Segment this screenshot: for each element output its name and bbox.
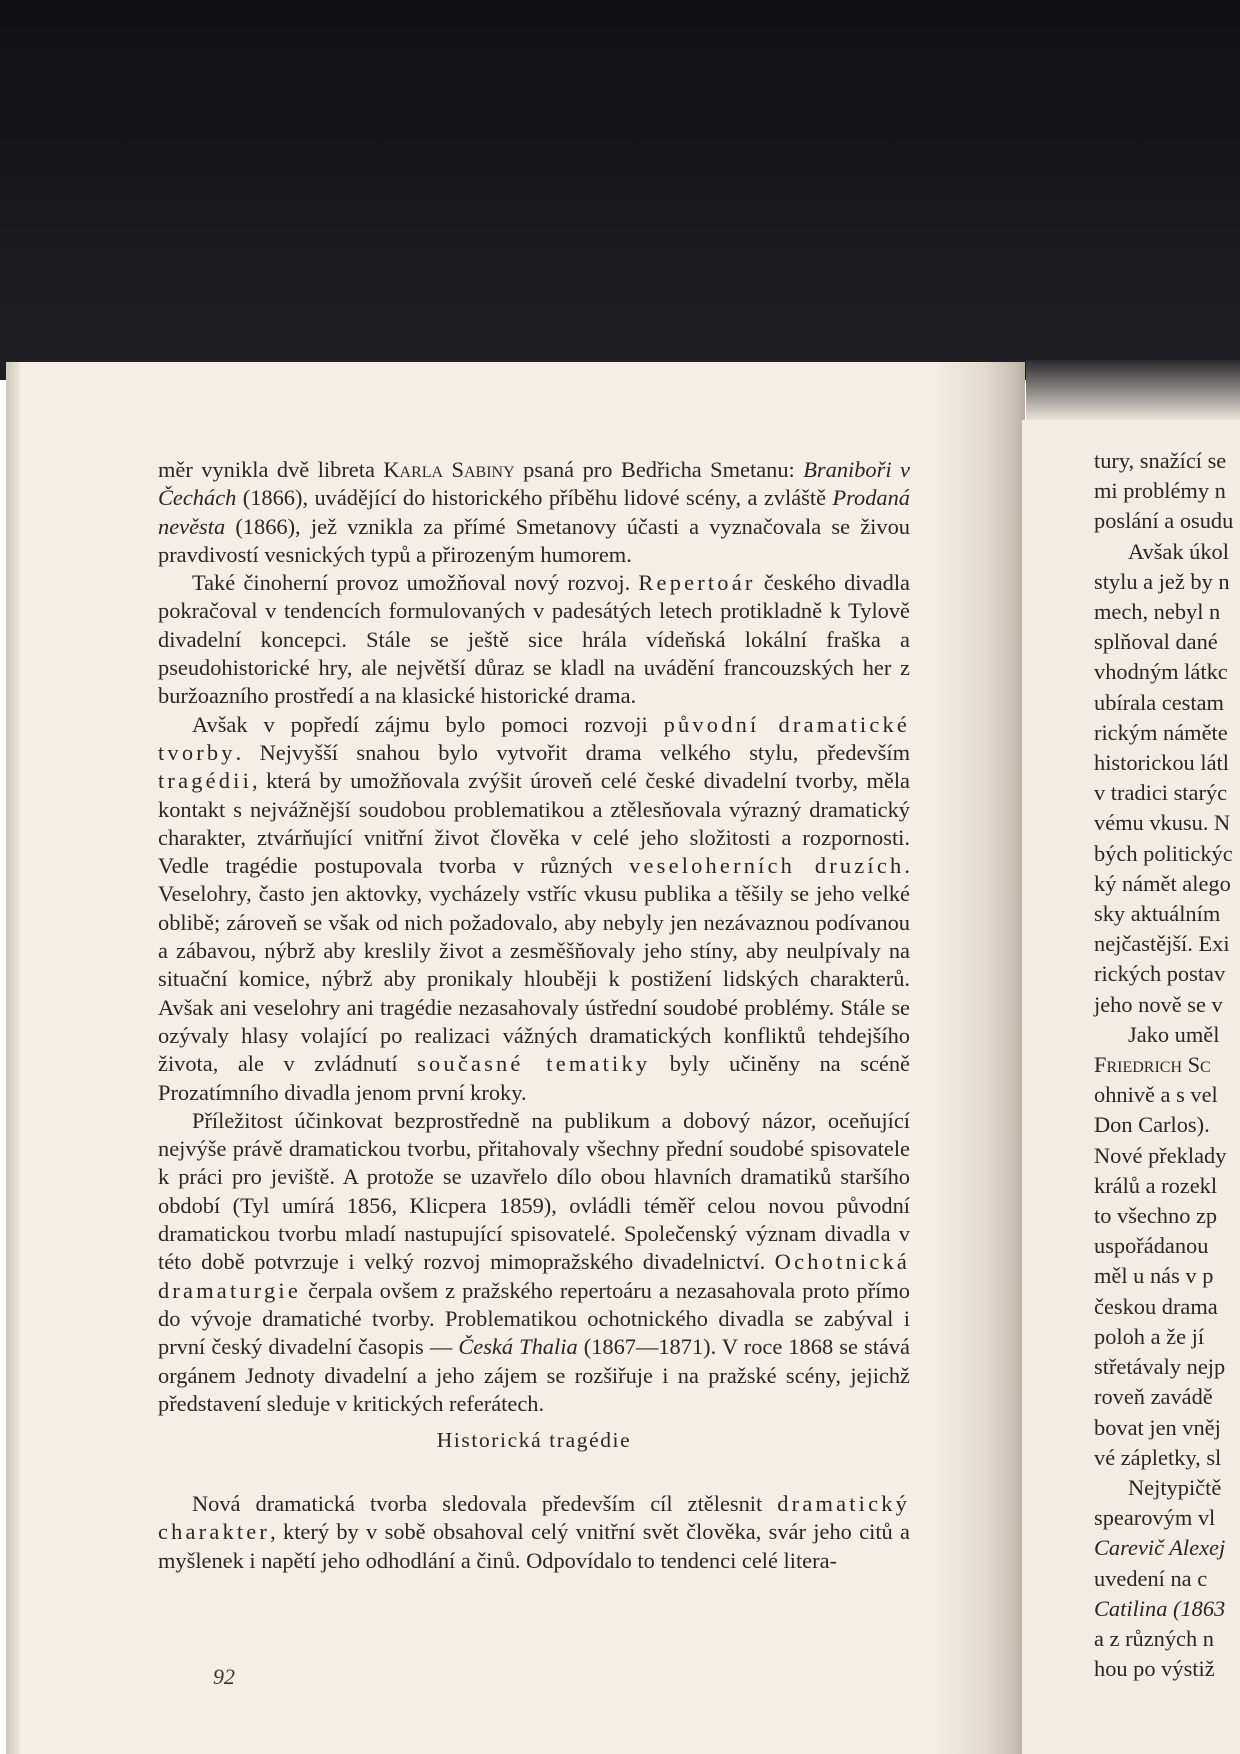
line: bovat jen vněj (1094, 1414, 1221, 1440)
page-number: 92 (213, 1664, 235, 1689)
right-page-text (1094, 446, 1233, 1684)
line: Jako uměl (1128, 1021, 1220, 1047)
line: mi problémy n (1094, 478, 1226, 504)
paragraph-3: Avšak v popředí zájmu bylo pomoci rozvoji původní dramatické tvorby. Nejvyšší snahou bylo vytvořit drama velkého stylu, především tragédii, která by umožňovala zvýšit úroveň celé české divadelní tvorby, měla kontakt s nejvážnější soudobou problematikou a ztělesňovala výrazný dramatický charakter, ztvárňující vnitřní život člověka v celé jeho složitosti a rozpornosti. Vedle tragédie postupovala tvorba v různých veseloherních druzích. Veselohry, často jen aktovky, vycházely vstříc vkusu publika a těšily se jeho velké oblibě; zároveň se však od nich požadovalo, aby nebyly jen nezávaznou podívanou a zábavou, nýbrž aby kreslily život a zesměšňovaly jeho stíny, aby neulpívaly na situační komice, nýbrž aby pronikaly hlouběji k postižení lidských charakterů. Avšak ani veselohry ani tragédie nezasahovaly ústřední soudobé problémy. Stále se ozývaly hlasy volající po realizaci vážných dramatických konfliktů tehdejšího života, ale v zvládnutí současné tematiky byly učiněny na scéně Prozatímního divadla jenom první kroky. (158, 711, 910, 1105)
journal-title: Česká Thalia (458, 1334, 578, 1360)
paragraph-4: Příležitost účinkovat bezprostředně na publikum a dobový názor, oceňující nejvýše právě dramatickou tvorbu, přitahovaly všechny přední soudobé spisovatele k práci pro jeviště. A protože se uzavřelo dílo obou hlavních dramatiků staršího období (Tyl umírá 1856, Klicpera 1859), ovládli téměř celou novou původní dramatickou tvorbu mladí nastupující spisovatelé. Společenský význam divadla v této době potvrzuje i velký rozvoj mimopražského divadelnictví. Ochotnická dramaturgie čerpala ovšem z pražského repertoáru a nezasahovala proto přímo do vývoje dramatiché tvorby. Problematikou ochotnického divadla se zabýval i první český divadelní časopis — Česká Thalia (1867—1871). V roce 1868 se stává orgánem Jednoty divadelní a jeho zájem se rozšiřuje i na pražské scény, jejichž představení sleduje v kritických referátech. (158, 1107, 910, 1416)
paragraph-5: Nová dramatická tvorba sledovala především cíl ztělesnit dramatický charakter, který by v sobě obsahoval celý vnitřní svět člověka, svár jeho citů a myšlenek i napětí jeho odhodlání a činů. Odpovídalo to tendenci celé litera- (158, 1491, 910, 1573)
work-title: Braniboři v Čechách (158, 457, 910, 511)
line: stylu a jež by n (1094, 568, 1230, 594)
line: vhodným látkc (1094, 659, 1228, 685)
line: měl u nás v p (1094, 1263, 1214, 1289)
line: ubírala cestam (1094, 689, 1224, 715)
author-name: Karla Sabiny (383, 457, 515, 482)
line: nejčastější. Exi (1094, 931, 1230, 957)
left-page-body-2 (158, 1490, 910, 1575)
line: králů a rozekl (1094, 1172, 1218, 1198)
line: poloh a že jí (1094, 1323, 1205, 1349)
line: mech, nebyl n (1094, 599, 1221, 625)
spaced-emphasis: současné tematiky (417, 1051, 651, 1077)
line: hou po výstiž (1094, 1656, 1215, 1682)
spaced-emphasis: dramatický charakter (158, 1491, 910, 1545)
line: jeho nově se v (1094, 991, 1223, 1017)
spaced-emphasis: původní dramatické tvorby (158, 711, 910, 765)
line: poslání a osudu (1094, 508, 1234, 534)
line: ký námět alego (1094, 870, 1231, 896)
spaced-emphasis: tragédii (158, 768, 252, 794)
line: Nové překlady (1094, 1142, 1227, 1168)
line: v tradici starýc (1094, 780, 1228, 806)
line: Catilina (1863 (1094, 1595, 1226, 1621)
line: Avšak úkol (1128, 538, 1229, 564)
line: ohnivě a s vel (1094, 1082, 1218, 1108)
left-page-body (158, 456, 910, 1418)
line: střetávaly nejp (1094, 1354, 1226, 1380)
section-heading: Historická tragédie (436, 1428, 632, 1452)
right-page-top-shadow (1026, 360, 1240, 422)
line: sky aktuálním (1094, 901, 1221, 927)
paragraph-2: Také činoherní provoz umožňoval nový rozvoj. Repertoár českého divadla pokračoval v tendencích formulovaných v padesátých letech protikladně k Tylově divadelní koncepci. Stále se ještě sice hrála vídeňská lokální fraška a pseudohistorické hry, ale největší důraz se kladl na uvádění francouzských her z buržoazního prostředí a na klasické historické drama. (158, 570, 910, 709)
line: Nejtypičtě (1128, 1474, 1222, 1500)
dark-background (0, 0, 1240, 380)
line: vé zápletky, sl (1094, 1444, 1222, 1470)
line: Friedrich Sc (1094, 1052, 1211, 1078)
line: splňoval dané (1094, 629, 1218, 655)
line: bých politickýc (1094, 840, 1233, 866)
line: uspořádanou (1094, 1233, 1209, 1259)
line: vému vkusu. N (1094, 810, 1231, 836)
line: tury, snažící se (1094, 448, 1227, 473)
line: rickým náměte (1094, 719, 1228, 745)
book-gutter (935, 362, 1025, 1754)
work-title: Prodaná nevěsta (158, 485, 910, 539)
line: rických postav (1094, 961, 1226, 987)
spaced-emphasis: veseloherních druzích (629, 853, 905, 879)
line: a z různých n (1094, 1625, 1214, 1651)
line: roveň zavádě (1094, 1384, 1213, 1410)
spaced-emphasis: Repertoár (638, 570, 756, 596)
line: Carevič Alexej (1094, 1535, 1226, 1561)
paragraph-1: měr vynikla dvě libreta Karla Sabiny psaná pro Bedřicha Smetanu: Braniboři v Čechách (1866), uvádějící do historického příběhu lidové scény, a zvláště Prodaná nevěsta (1866), jež vznikla za přímé Smetanovy účasti a vyznačovala se živou pravdivostí vesnických typů a přirozeným humorem. (158, 457, 910, 567)
line: Don Carlos). (1094, 1112, 1210, 1138)
line: spearovým vl (1094, 1505, 1216, 1531)
line: uvedení na c (1094, 1565, 1208, 1591)
spaced-emphasis: Ochotnická dramaturgie (158, 1249, 910, 1303)
line: historickou látl (1094, 750, 1229, 776)
line: to všechno zp (1094, 1203, 1218, 1229)
line: českou drama (1094, 1293, 1218, 1319)
